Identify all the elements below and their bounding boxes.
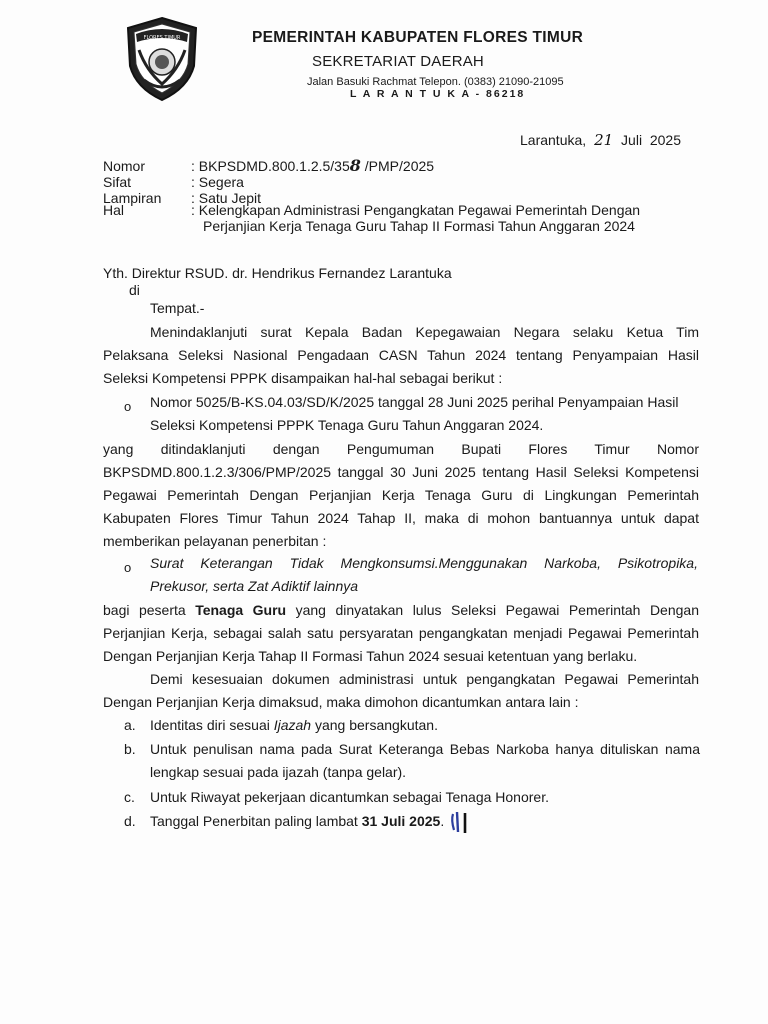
p3-line-2: Perjanjian Kerja, sebagai salah satu persyaratan pengangkatan menjadi Pegawai Pemerintah bbox=[103, 625, 699, 641]
bullet-2-line-1: Surat Keterangan Tidak Mengkonsumsi.Menggunakan Narkoba, Psikotropika, bbox=[150, 555, 698, 571]
handwritten-check-mark-icon bbox=[448, 806, 472, 836]
paragraph-2 bbox=[103, 438, 699, 553]
date-city: Larantuka, bbox=[520, 132, 587, 148]
emblem-text: FLORES TIMUR bbox=[143, 35, 181, 41]
list-b-line-1: Untuk penulisan nama pada Surat Keteranga Bebas Narkoba hanya dituliskan nama bbox=[150, 741, 700, 757]
date-day-handwritten: 21 bbox=[594, 131, 614, 149]
ijazah-italic: Ijazah bbox=[273, 717, 312, 733]
deadline-bold: 31 Juli 2025 bbox=[361, 813, 441, 829]
p1-line-2: Pelaksana Seleksi Nasional Pengadaan CASN Tahun 2024 tentang Penyampaian Hasil bbox=[103, 347, 699, 363]
bullet-marker: o bbox=[124, 560, 132, 575]
recipient-line: Yth. Direktur RSUD. dr. Hendrikus Fernandez Larantuka bbox=[103, 265, 452, 281]
bullet-2-line-2: Prekusor, serta Zat Adiktif lainnya bbox=[150, 578, 359, 594]
p4-line-1: Demi kesesuaian dokumen administrasi untuk pengangkatan Pegawai Pemerintah bbox=[150, 671, 699, 687]
paragraph-1 bbox=[103, 321, 699, 390]
hal-line-2: Perjanjian Kerja Tenaga Guru Tahap II Formasi Tahun Anggaran 2024 bbox=[203, 218, 635, 234]
p2-line-4: Kabupaten Flores Timur Tahun 2024 Tahap II, maka di mohon bantuannya untuk dapat bbox=[103, 510, 699, 526]
hal-label: Hal bbox=[103, 202, 125, 218]
bullet-marker: o bbox=[124, 399, 132, 414]
p2-line-3: Pegawai Pemerintah Dengan Perjanjian Kerja Tenaga Guru di Lingkungan Pemerintah bbox=[103, 487, 699, 503]
list-item-c: Untuk Riwayat pekerjaan dicantumkan sebagai Tenaga Honorer. bbox=[150, 789, 549, 805]
hal-line-1: : Kelengkapan Administrasi Pengangkatan Pegawai Pemerintah Dengan bbox=[191, 202, 641, 218]
p3-line-3: Dengan Perjanjian Kerja Tahap II Formasi Tahun 2024 sesuai ketentuan yang berlaku. bbox=[103, 648, 638, 664]
sifat-value: : Segera bbox=[191, 174, 244, 190]
nomor-value: : BKPSDMD.800.1.2.5/358 /PMP/2025 bbox=[191, 156, 435, 175]
p2-line-1: yang ditindaklanjuti dengan Pengumuman Bupati Flores Timur Nomor bbox=[103, 441, 699, 457]
government-name: PEMERINTAH KABUPATEN FLORES TIMUR bbox=[252, 29, 584, 46]
recipient-di: di bbox=[129, 282, 140, 298]
list-item-d: Tanggal Penerbitan paling lambat 31 Juli 2025. bbox=[150, 813, 445, 829]
city-postcode: L A R A N T U K A - 86218 bbox=[350, 88, 526, 100]
p1-line-3: Seleksi Kompetensi PPPK disampaikan hal-hal sebagai berikut : bbox=[103, 370, 503, 386]
list-marker-c: c. bbox=[124, 789, 135, 805]
paragraph-3 bbox=[103, 599, 699, 668]
letter-date bbox=[520, 131, 681, 149]
regency-emblem-icon bbox=[122, 14, 202, 104]
office-name: SEKRETARIAT DAERAH bbox=[312, 53, 484, 70]
p2-line-2: BKPSDMD.800.1.2.3/306/PMP/2025 tanggal 30 Juni 2025 tentang Hasil Seleksi Kompetensi bbox=[103, 464, 699, 480]
p4-line-2: Dengan Perjanjian Kerja dimaksud, maka dimohon dicantumkan antara lain : bbox=[103, 694, 579, 710]
bullet-2 bbox=[150, 552, 698, 598]
list-marker-b: b. bbox=[124, 741, 136, 757]
bullet-1-line-2: Seleksi Kompetensi PPPK Tenaga Guru Tahun Anggaran 2024. bbox=[150, 417, 544, 433]
p1-line-1: Menindaklanjuti surat Kepala Badan Kepegawaian Negara selaku Ketua Tim bbox=[150, 324, 699, 340]
recipient-tempat: Tempat.- bbox=[150, 300, 205, 316]
bullet-1-line-1: Nomor 5025/B-KS.04.03/SD/K/2025 tanggal 28 Juni 2025 perihal Penyampaian Hasil bbox=[150, 394, 679, 410]
nomor-label: Nomor bbox=[103, 158, 146, 174]
office-address: Jalan Basuki Rachmat Telepon. (0383) 21090-21095 bbox=[307, 76, 564, 88]
bullet-1 bbox=[150, 391, 698, 437]
lampiran-value: : Satu Jepit bbox=[191, 190, 262, 206]
list-b-line-2: lengkap sesuai pada ijazah (tanpa gelar). bbox=[150, 764, 407, 780]
list-marker-a: a. bbox=[124, 717, 136, 733]
p3-line-1: bagi peserta Tenaga Guru yang dinyatakan lulus Seleksi Pegawai Pemerintah Dengan bbox=[103, 602, 699, 618]
list-item-a: Identitas diri sesuai Ijazah yang bersangkutan. bbox=[150, 717, 438, 733]
p2-line-5: memberikan pelayanan penerbitan : bbox=[103, 533, 327, 549]
lampiran-label: Lampiran bbox=[103, 190, 162, 206]
sifat-label: Sifat bbox=[103, 174, 132, 190]
list-item-b bbox=[150, 738, 700, 784]
tenaga-guru-bold: Tenaga Guru bbox=[195, 602, 287, 618]
list-marker-d: d. bbox=[124, 813, 136, 829]
nomor-handwritten: 8 bbox=[349, 156, 361, 175]
hal-value bbox=[191, 202, 661, 234]
date-month-year: Juli 2025 bbox=[621, 132, 681, 148]
paragraph-4 bbox=[103, 668, 699, 714]
